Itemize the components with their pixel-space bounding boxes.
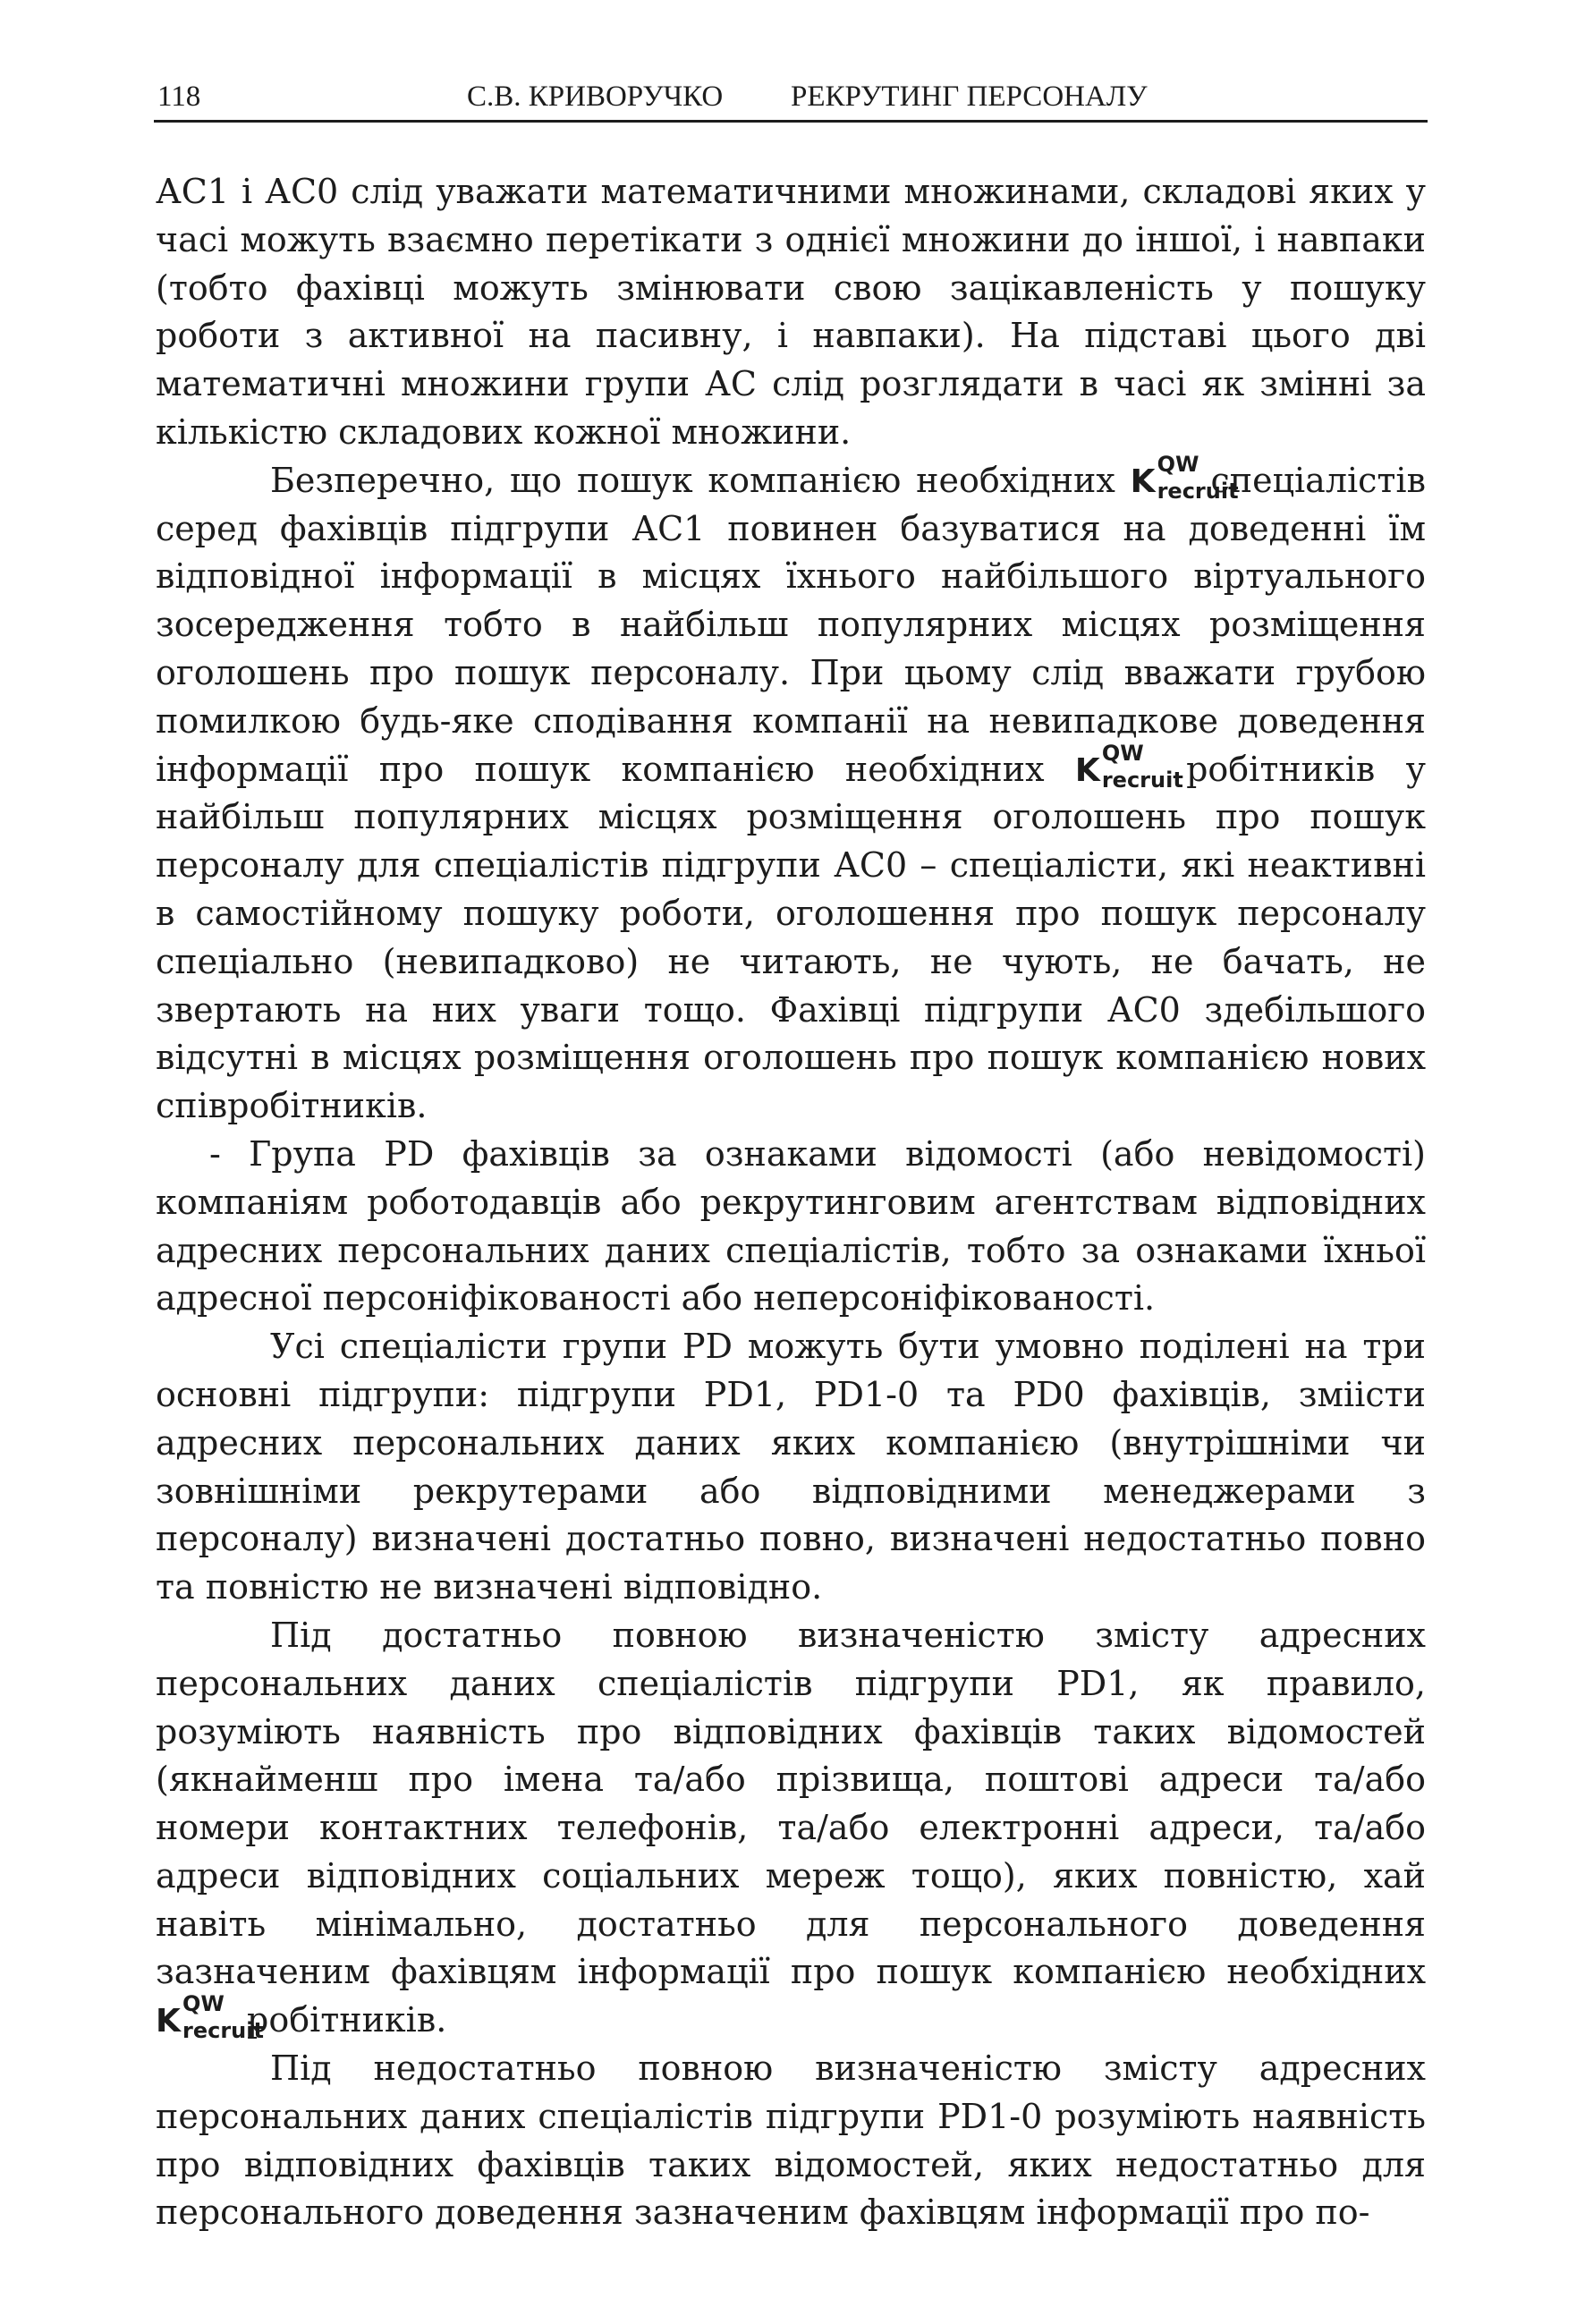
formula-base: K (156, 2003, 181, 2040)
paragraph-1: АС1 і АС0 слід уважати математичними множинами, складові яких у часі можуть взаємно перетікати з однієї множини до іншої, і навпаки (тобто фахівці можуть змінювати свою зацікавленість у пошуку роботи з активної на пасивну, і навпаки). На підставі цього дві математичні множини групи АС слід розглядати в часі як змінні за кількістю складових кожної множини. (156, 172, 1426, 452)
paragraph-3-list-item: - Група PD фахівців за ознаками відомості (або невідомості) компаніям роботодавців або рекрутинговим агентствам відповідних адресних персональних даних спеціалістів, тобто за ознаками їхньої адресної персоніфікованості або неперсоніфікованості. (156, 1133, 1426, 1319)
paragraph-2-part-a: Безперечно, що пошук компанією необхідних (270, 460, 1115, 500)
k-qw-recruit-formula (156, 1991, 264, 2044)
paragraph-5-part-a: Під достатньо повною визначеністю змісту адресних персональних даних спеціалістів підгрупи PD1, як правило, розуміють наявність про відповідних фахівців таких відомостей (якнайменш про імена та/або прізвища, поштові адреси та/або номери контактних телефонів, та/або електронні адреси, та/або адреси відповідних соціальних мереж тощо), яких повністю, хай навіть мінімально, достатньо для персонального доведення зазначеним фахівцям інформації про пошук компанією необхідних (156, 1615, 1426, 1992)
page-number: 118 (157, 81, 201, 113)
paragraph-5-part-b: робітників. (247, 2000, 447, 2040)
paragraph-6: Під недостатньо повною визначеністю змісту адресних персональних даних спеціалістів підгрупи PD1-0 розуміють наявність про відповідних фахівців таких відомостей, яких недостатньо для персонального доведення зазначеним фахівцям інформації про по- (156, 2048, 1426, 2233)
running-header (154, 75, 1428, 123)
formula-subscript: recruit (1157, 478, 1239, 504)
formula-superscript: QW (1157, 451, 1199, 477)
k-qw-recruit-formula (1074, 740, 1183, 793)
formula-superscript: QW (182, 1991, 225, 2017)
formula-base: K (1130, 462, 1156, 500)
formula-base: K (1074, 751, 1100, 789)
formula-subscript: recruit (1101, 767, 1183, 793)
header-author: С.В. КРИВОРУЧКО (467, 81, 724, 113)
formula-superscript: QW (1101, 740, 1144, 766)
paragraph-5 (156, 1612, 1426, 2045)
page-body (156, 168, 1426, 2237)
paragraph-4: Усі спеціалісти групи PD можуть бути умовно поділені на три основні підгрупи: підгрупи PD1, PD1-0 та PD0 фахівців, зміісти адресних персональних даних яких компанією (внутрішніми чи зовнішніми рекрутерами або відповідними менеджерами з персоналу) визначені достатньо повно, визначені недостатньо повно та повністю не визначені відповідно. (156, 1327, 1426, 1607)
formula-subscript: recruit (182, 2018, 264, 2044)
paragraph-2 (156, 451, 1426, 1131)
k-qw-recruit-formula (1130, 451, 1239, 504)
paragraph-2-part-b: спеціалістів серед фахівців підгрупи АС1 повинен базуватися на доведенні їм відповідної інформації в місцях їхнього найбільшого віртуального зосередження тобто в найбільш популярних місцях розміщення оголошень про пошук персоналу. При цьому слід вважати грубою помилкою будь-яке сподівання компанії на невипадкове доведення інформації про пошук компанією необхідних (156, 460, 1426, 789)
header-title: РЕКРУТИНГ ПЕРСОНАЛУ (791, 81, 1148, 113)
paragraph-2-part-c: робітників у найбільш популярних місцях розміщення оголошень про пошук персоналу для спеціалістів підгрупи АС0 – спеціалісти, які неактивні в самостійному пошуку роботи, оголошення про пошук персоналу спеціально (невипадково) не читають, не чують, не бачать, не звертають на них уваги тощо. Фахівці підгрупи АС0 здебільшого відсутні в місцях розміщення оголошень про пошук компанією нових співробітників. (156, 749, 1426, 1126)
